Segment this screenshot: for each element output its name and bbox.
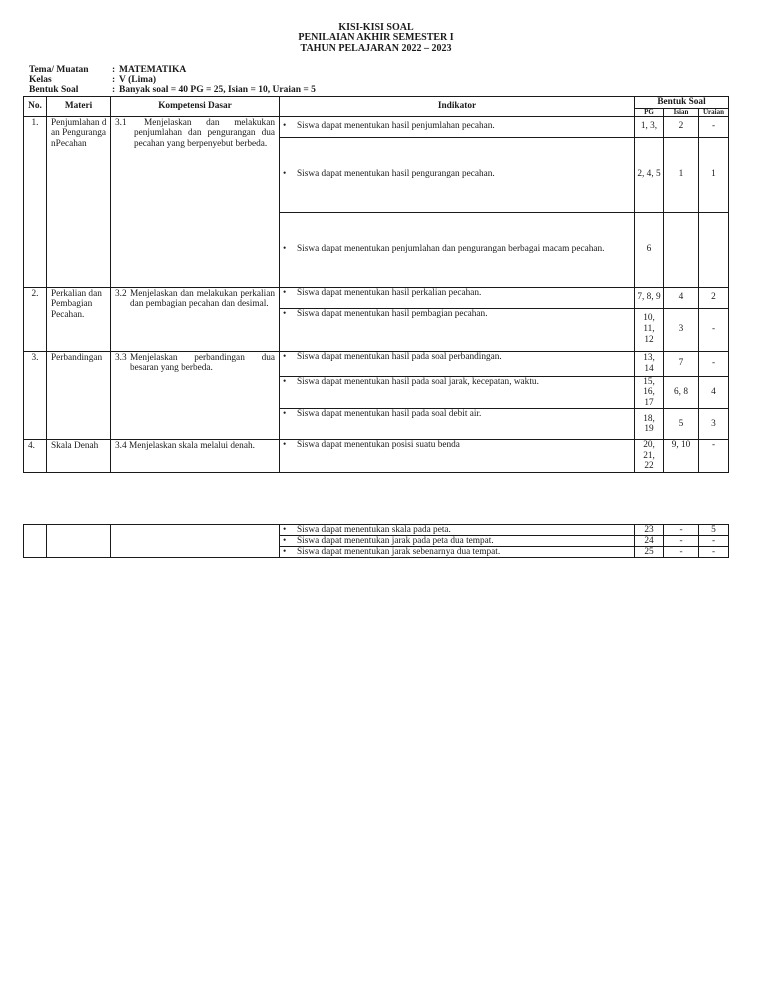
doc-year: TAHUN PELAJARAN 2022 – 2023 <box>300 43 452 54</box>
pg-cell: 23 <box>635 525 664 536</box>
meta-block <box>29 65 316 95</box>
kd-number: 3.4 <box>115 441 127 451</box>
bullet-icon: • <box>283 169 287 180</box>
header-bentuk-soal: Bentuk Soal <box>635 97 729 109</box>
isian-cell: 2 <box>664 116 699 137</box>
meta-row-tema <box>29 65 316 75</box>
row-number: 3. <box>24 351 47 440</box>
indikator-text: Siswa dapat menentukan jarak pada peta dua tempat. <box>297 536 494 546</box>
table-row <box>24 351 729 376</box>
isian-cell: - <box>664 547 699 558</box>
header-isian: Isian <box>664 108 699 116</box>
indikator-cell <box>280 351 635 376</box>
pg-cell: 15, 16, 17 <box>635 376 664 409</box>
kd-number: 3.3 <box>115 352 127 363</box>
pg-cell: 13, 14 <box>635 351 664 376</box>
uraian-cell: 1 <box>699 137 729 212</box>
indikator-text: Siswa dapat menentukan jarak sebenarnya dua tempat. <box>297 547 501 557</box>
row-kd <box>111 440 280 473</box>
pg-cell: 10, 11, 12 <box>635 308 664 351</box>
isian-cell: 6, 8 <box>664 376 699 409</box>
indikator-text: Siswa dapat menentukan hasil perkalian pecahan. <box>297 287 482 298</box>
indikator-cell <box>280 547 635 558</box>
header-materi: Materi <box>47 97 111 117</box>
kd-text: Menjelaskan skala melalui denah. <box>128 441 255 451</box>
header-pg: PG <box>635 108 664 116</box>
bullet-icon: • <box>283 547 287 557</box>
indikator-text: Siswa dapat menentukan hasil pada soal perbandingan. <box>297 351 502 362</box>
meta-value: MATEMATIKA <box>119 65 187 75</box>
continuation-table <box>23 524 729 558</box>
kd-text: Menjelaskan perbandingan dua besaran yang berbeda. <box>130 352 275 373</box>
kisi-kisi-table <box>23 96 729 473</box>
row-materi: Perbandingan <box>47 351 111 440</box>
meta-label: Tema/ Muatan <box>29 65 89 75</box>
meta-label: Bentuk Soal <box>29 85 79 95</box>
indikator-cell <box>280 440 635 473</box>
meta-value: Banyak soal = 40 PG = 25, Isian = 10, Uraian = 5 <box>119 85 316 95</box>
pg-cell: 20, 21, 22 <box>635 440 664 473</box>
row-number: 4. <box>24 440 47 473</box>
isian-cell: - <box>664 536 699 547</box>
row-materi: Skala Denah <box>47 440 111 473</box>
isian-cell: 5 <box>664 409 699 440</box>
bullet-icon: • <box>283 440 287 450</box>
isian-cell: 7 <box>664 351 699 376</box>
bullet-icon: • <box>283 536 287 546</box>
indikator-cell <box>280 536 635 547</box>
uraian-cell: 5 <box>699 525 729 536</box>
bullet-icon: • <box>283 409 287 419</box>
uraian-cell: - <box>699 536 729 547</box>
isian-cell: 3 <box>664 308 699 351</box>
indikator-text: Siswa dapat menentukan penjumlahan dan pengurangan berbagai macam pecahan. <box>297 244 605 255</box>
meta-row-bentuk <box>29 85 316 95</box>
table-row <box>24 525 729 536</box>
bullet-icon: • <box>283 376 287 387</box>
indikator-text: Siswa dapat menentukan posisi suatu benda <box>297 440 460 450</box>
table-row <box>24 116 729 137</box>
row-number: 2. <box>24 287 47 351</box>
indikator-text: Siswa dapat menentukan hasil pada soal jarak, kecepatan, waktu. <box>297 376 539 387</box>
indikator-cell <box>280 137 635 212</box>
row-kd <box>111 351 280 440</box>
pg-cell: 2, 4, 5 <box>635 137 664 212</box>
bullet-icon: • <box>283 308 287 319</box>
indikator-text: Siswa dapat menentukan hasil pengurangan pecahan. <box>297 169 495 180</box>
empty-no-cell <box>24 525 47 558</box>
uraian-cell: - <box>699 351 729 376</box>
pg-cell: 1, 3, <box>635 116 664 137</box>
kd-text: Menjelaskan dan melakukan penjumlahan dan pengurangan dua pecahan yang berpenyebut berbeda. <box>134 117 275 149</box>
header-uraian: Uraian <box>699 108 729 116</box>
bullet-icon: • <box>283 244 287 255</box>
isian-cell: - <box>664 525 699 536</box>
indikator-text: Siswa dapat menentukan skala pada peta. <box>297 525 451 535</box>
row-kd <box>111 287 280 351</box>
header-kd: Kompetensi Dasar <box>111 97 280 117</box>
empty-kd-cell <box>111 525 280 558</box>
table-row <box>24 287 729 308</box>
kd-text: Menjelaskan dan melakukan perkalian dan pembagian pecahan dan desimal. <box>130 288 275 309</box>
row-kd <box>111 116 280 287</box>
isian-cell: 4 <box>664 287 699 308</box>
uraian-cell: - <box>699 440 729 473</box>
indikator-text: Siswa dapat menentukan hasil pada soal debit air. <box>297 409 482 419</box>
pg-cell: 18, 19 <box>635 409 664 440</box>
indikator-text: Siswa dapat menentukan hasil penjumlahan pecahan. <box>297 121 495 132</box>
pg-cell: 6 <box>635 212 664 287</box>
meta-value: V (Lima) <box>119 75 157 85</box>
bullet-icon: • <box>283 287 287 298</box>
bullet-icon: • <box>283 121 287 132</box>
pg-cell: 25 <box>635 547 664 558</box>
uraian-cell <box>699 212 729 287</box>
meta-row-kelas <box>29 75 316 85</box>
indikator-text: Siswa dapat menentukan hasil pembagian pecahan. <box>297 308 488 319</box>
pg-cell: 24 <box>635 536 664 547</box>
uraian-cell: 4 <box>699 376 729 409</box>
uraian-cell: - <box>699 547 729 558</box>
kd-number: 3.1 <box>115 117 127 128</box>
meta-colon: : <box>112 85 116 95</box>
indikator-cell <box>280 525 635 536</box>
bullet-icon: • <box>283 351 287 362</box>
isian-cell: 1 <box>664 137 699 212</box>
uraian-cell: 3 <box>699 409 729 440</box>
uraian-cell: 2 <box>699 287 729 308</box>
header-no: No. <box>24 97 47 117</box>
meta-label: Kelas <box>29 75 52 85</box>
isian-cell: 9, 10 <box>664 440 699 473</box>
bullet-icon: • <box>283 525 287 535</box>
indikator-cell <box>280 287 635 308</box>
uraian-cell: - <box>699 116 729 137</box>
indikator-cell <box>280 409 635 440</box>
kd-number: 3.2 <box>115 288 127 299</box>
uraian-cell: - <box>699 308 729 351</box>
indikator-cell <box>280 116 635 137</box>
table-row <box>24 440 729 473</box>
isian-cell <box>664 212 699 287</box>
indikator-cell <box>280 308 635 351</box>
meta-colon: : <box>112 75 116 85</box>
row-number: 1. <box>24 116 47 287</box>
indikator-cell <box>280 376 635 409</box>
indikator-cell <box>280 212 635 287</box>
empty-materi-cell <box>47 525 111 558</box>
doc-title: KISI-KISI SOAL <box>338 22 414 33</box>
pg-cell: 7, 8, 9 <box>635 287 664 308</box>
doc-subtitle: PENILAIAN AKHIR SEMESTER I <box>298 32 454 43</box>
row-materi: Perkalian dan Pembagian Pecahan. <box>47 287 111 351</box>
header-indikator: Indikator <box>280 97 635 117</box>
meta-colon: : <box>112 65 116 75</box>
row-materi: Penjumlahan dan PenguranganPecahan <box>47 116 111 287</box>
